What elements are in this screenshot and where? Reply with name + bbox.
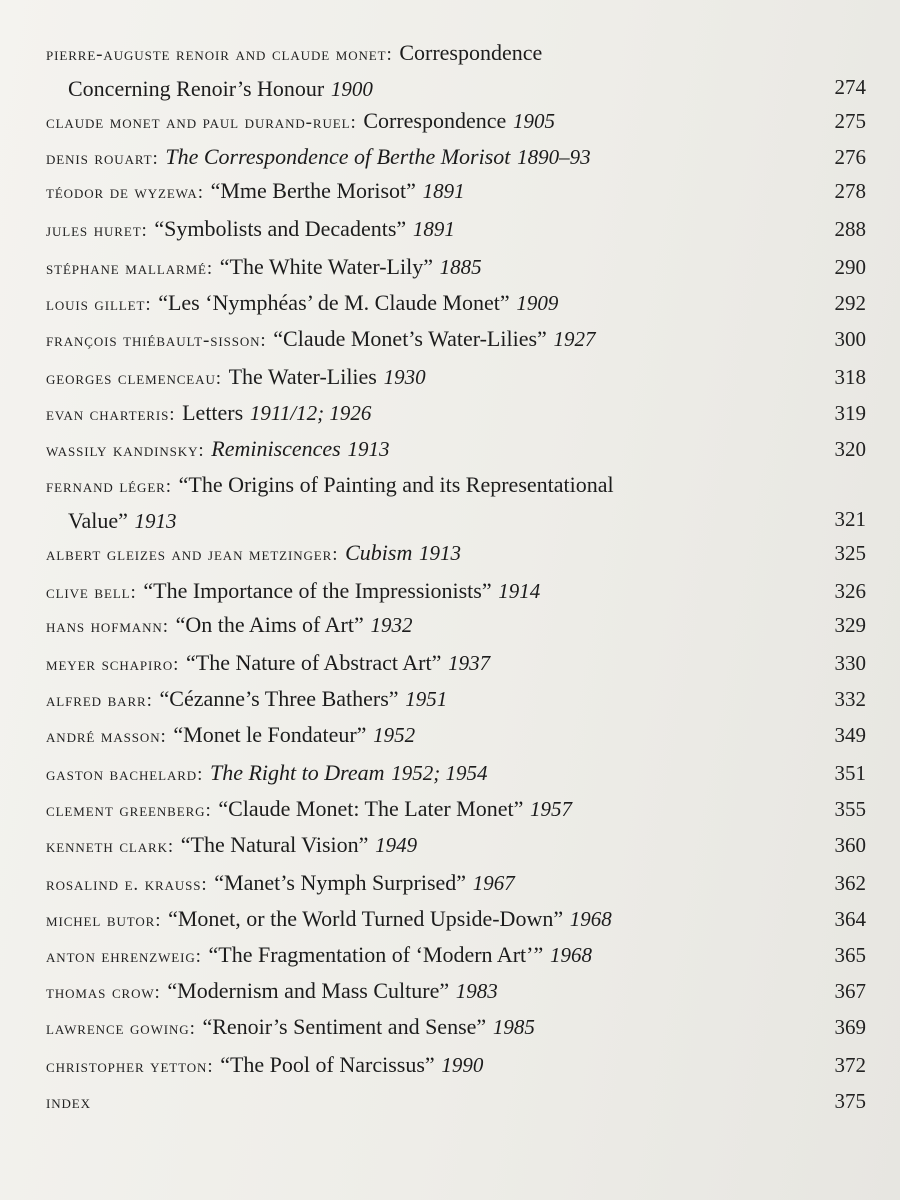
toc-entry	[46, 174, 866, 210]
entry-author: alfred barr	[46, 690, 147, 711]
toc-entry	[46, 792, 866, 828]
toc-entry-line	[46, 140, 846, 176]
entry-author: hans hofmann	[46, 616, 163, 637]
entry-author: index	[46, 1092, 91, 1113]
toc-entry-line	[46, 608, 846, 644]
toc-entry	[46, 938, 866, 974]
toc-entry	[46, 396, 866, 432]
entry-title: “The Origins of Painting and its Representational	[178, 472, 614, 497]
toc-entry	[46, 574, 866, 610]
toc-entry-line	[46, 1084, 846, 1120]
entry-separator: :	[155, 910, 162, 931]
entry-page-number: 369	[834, 1015, 866, 1039]
toc-entry-line	[46, 174, 846, 210]
toc-entry-line	[46, 36, 846, 72]
entry-separator: :	[173, 654, 180, 675]
entry-title: “Mme Berthe Morisot”	[210, 178, 416, 203]
toc-entry	[46, 756, 866, 792]
entry-year: 1985	[492, 1015, 535, 1039]
entry-separator: :	[215, 368, 222, 389]
entry-author: françois thiébault-sisson	[46, 330, 261, 351]
toc-entry-line	[46, 322, 846, 358]
toc-entry-line	[46, 792, 846, 828]
toc-entry	[46, 432, 866, 468]
entry-title: The Correspondence of Berthe Morisot	[165, 144, 511, 169]
entry-title: “Symbolists and Decadents”	[154, 216, 407, 241]
toc-entry-line	[46, 212, 846, 248]
toc-entry-line	[46, 574, 846, 610]
entry-year: 1957	[530, 797, 573, 821]
entry-author: pierre-auguste renoir and claude monet	[46, 44, 387, 65]
entry-title: The Water-Lilies	[228, 364, 377, 389]
entry-separator: :	[197, 764, 204, 785]
toc-entry	[46, 322, 866, 358]
entry-author: téodor de wyzewa	[46, 182, 198, 203]
toc-entry	[46, 286, 866, 322]
entry-author: clive bell	[46, 582, 131, 603]
toc-entry-line	[46, 286, 846, 322]
entry-title: “Les ‘Nymphéas’ de M. Claude Monet”	[158, 290, 510, 315]
entry-year: 1900	[330, 77, 373, 101]
entry-author: kenneth clark	[46, 836, 168, 857]
entry-author: denis rouart	[46, 148, 153, 169]
entry-year: 1914	[498, 579, 541, 603]
entry-page-number: 321	[834, 507, 866, 531]
entry-title: Reminiscences	[211, 436, 341, 461]
entry-page-number: 278	[834, 179, 866, 203]
entry-year: 1932	[370, 613, 413, 637]
entry-separator: :	[169, 404, 176, 425]
toc-entry	[46, 104, 866, 140]
entry-title: “On the Aims of Art”	[175, 612, 364, 637]
entry-page-number: 326	[834, 579, 866, 603]
entry-author: jules huret	[46, 220, 142, 241]
entry-separator: :	[260, 330, 267, 351]
entry-title: Correspondence	[363, 108, 507, 133]
entry-year: 1891	[412, 217, 455, 241]
entry-title-continuation: Value”	[68, 508, 128, 533]
entry-year: 1905	[512, 109, 555, 133]
toc-entry-line	[46, 682, 846, 718]
entry-year: 1891	[422, 179, 465, 203]
entry-separator: :	[201, 874, 208, 895]
toc-entry	[46, 608, 866, 644]
entry-year: 1951	[405, 687, 448, 711]
entry-author: rosalind e. krauss	[46, 874, 202, 895]
entry-year: 1913	[419, 541, 462, 565]
entry-title: “Monet le Fondateur”	[173, 722, 367, 747]
entry-year: 1913	[347, 437, 390, 461]
toc-entry-line	[46, 828, 846, 864]
toc-entry	[46, 360, 866, 396]
entry-page-number: 276	[834, 145, 866, 169]
entry-year: 1968	[569, 907, 612, 931]
entry-page-number: 319	[834, 401, 866, 425]
toc-entry	[46, 902, 866, 938]
entry-title: “The Natural Vision”	[180, 832, 369, 857]
toc-entry-continuation	[46, 504, 846, 538]
entry-year: 1983	[455, 979, 498, 1003]
entry-year: 1952; 1954	[391, 761, 488, 785]
entry-page-number: 367	[834, 979, 866, 1003]
toc-entry	[46, 718, 866, 754]
entry-page-number: 330	[834, 651, 866, 675]
entry-separator: :	[206, 258, 214, 279]
entry-title: “The Fragmentation of ‘Modern Art’”	[208, 942, 544, 967]
toc-entry-line	[46, 468, 846, 504]
toc-entry-line	[46, 250, 846, 286]
toc-entry	[46, 250, 866, 286]
entry-author: thomas crow	[46, 982, 155, 1003]
toc-entry	[46, 1084, 866, 1120]
entry-author: evan charteris	[46, 404, 170, 425]
entry-separator: :	[195, 946, 202, 967]
entry-author: gaston bachelard	[46, 764, 198, 785]
entry-author: georges clemenceau	[46, 368, 216, 389]
entry-page-number: 325	[834, 541, 866, 565]
entry-separator: :	[207, 1056, 214, 1077]
toc-entry	[46, 140, 866, 176]
toc-entry-line	[46, 646, 846, 682]
entry-title: “Claude Monet’s Water-Lilies”	[273, 326, 547, 351]
entry-title: “The Pool of Narcissus”	[220, 1052, 435, 1077]
entry-year: 1968	[549, 943, 592, 967]
entry-title: “Claude Monet: The Later Monet”	[218, 796, 524, 821]
entry-page-number: 275	[834, 109, 866, 133]
entry-author: christopher yetton	[46, 1056, 208, 1077]
toc-entry-line	[46, 1010, 846, 1046]
toc-entry-line	[46, 536, 846, 572]
entry-title: “The White Water-Lily”	[219, 254, 433, 279]
entry-separator: :	[160, 726, 167, 747]
toc-entry	[46, 1048, 866, 1084]
entry-separator: :	[205, 800, 212, 821]
entry-page-number: 290	[834, 255, 866, 279]
toc-entry	[46, 212, 866, 248]
entry-title: “Modernism and Mass Culture”	[167, 978, 450, 1003]
entry-page-number: 300	[834, 327, 866, 351]
entry-year: 1885	[439, 255, 482, 279]
entry-title: “Renoir’s Sentiment and Sense”	[202, 1014, 487, 1039]
toc-entry-line	[46, 718, 846, 754]
toc-entry	[46, 646, 866, 682]
entry-year: 1913	[134, 509, 177, 533]
entry-page-number: 372	[834, 1053, 866, 1077]
toc-entry	[46, 1010, 866, 1046]
entry-title: “The Importance of the Impressionists”	[143, 578, 492, 603]
entry-title: Cubism	[345, 540, 413, 565]
entry-year: 1967	[472, 871, 515, 895]
entry-page-number: 375	[834, 1089, 866, 1113]
entry-author: anton ehrenzweig	[46, 946, 196, 967]
entry-separator: :	[350, 112, 357, 133]
entry-year: 1927	[553, 327, 596, 351]
entry-author: andré masson	[46, 726, 161, 747]
entry-separator: :	[141, 220, 148, 241]
entry-page-number: 349	[834, 723, 866, 747]
entry-separator: :	[165, 476, 172, 497]
toc-entry-continuation	[46, 72, 846, 106]
toc-entry-line	[46, 938, 846, 974]
entry-page-number: 274	[834, 75, 866, 99]
toc-entry	[46, 468, 866, 538]
entry-separator: :	[198, 440, 205, 461]
entry-page-number: 351	[834, 761, 866, 785]
toc-entry	[46, 536, 866, 572]
entry-separator: :	[145, 294, 152, 315]
entry-separator: :	[386, 44, 393, 65]
entry-author: claude monet and paul durand-ruel	[46, 112, 351, 133]
entry-page-number: 318	[834, 365, 866, 389]
entry-year: 1930	[383, 365, 426, 389]
entry-author: fernand léger	[46, 476, 166, 497]
entry-year: 1952	[373, 723, 416, 747]
entry-title: “Monet, or the World Turned Upside-Down”	[168, 906, 564, 931]
entry-page-number: 360	[834, 833, 866, 857]
entry-page-number: 362	[834, 871, 866, 895]
entry-page-number: 364	[834, 907, 866, 931]
entry-separator: :	[152, 148, 159, 169]
toc-entry-line	[46, 756, 846, 792]
toc-entry-line	[46, 902, 846, 938]
entry-author: lawrence gowing	[46, 1018, 190, 1039]
entry-author: michel butor	[46, 910, 156, 931]
entry-year: 1911/12; 1926	[249, 401, 372, 425]
entry-separator: :	[146, 690, 153, 711]
entry-separator: :	[154, 982, 161, 1003]
entry-author: wassily kandinsky	[46, 440, 199, 461]
entry-author: albert gleizes and jean metzinger	[46, 544, 333, 565]
entry-separator: :	[189, 1018, 196, 1039]
toc-entry-line	[46, 866, 846, 902]
entry-page-number: 365	[834, 943, 866, 967]
toc-entry	[46, 866, 866, 902]
entry-year: 1949	[375, 833, 418, 857]
entry-separator: :	[332, 544, 339, 565]
entry-year: 1990	[441, 1053, 484, 1077]
toc-entry	[46, 682, 866, 718]
entry-author: meyer schapiro	[46, 654, 174, 675]
entry-title: Letters	[182, 400, 244, 425]
entry-title: The Right to Dream	[209, 760, 385, 785]
toc-entry-line	[46, 1048, 846, 1084]
toc-entry	[46, 828, 866, 864]
entry-title: Correspondence	[399, 40, 543, 65]
toc-entry-line	[46, 432, 846, 468]
entry-separator: :	[167, 836, 175, 857]
entry-year: 1909	[516, 291, 559, 315]
entry-page-number: 320	[834, 437, 866, 461]
entry-author: clement greenberg	[46, 800, 206, 821]
entry-separator: :	[197, 182, 204, 203]
entry-page-number: 355	[834, 797, 866, 821]
toc-entry	[46, 974, 866, 1010]
entry-separator: :	[162, 616, 169, 637]
entry-title: “Manet’s Nymph Surprised”	[214, 870, 467, 895]
entry-author: stéphane mallarmé	[46, 258, 207, 279]
entry-page-number: 288	[834, 217, 866, 241]
toc-entry-line	[46, 396, 846, 432]
toc-entry	[46, 36, 866, 106]
entry-page-number: 332	[834, 687, 866, 711]
toc-entry-line	[46, 104, 846, 140]
entry-page-number: 292	[834, 291, 866, 315]
entry-title-continuation: Concerning Renoir’s Honour	[68, 76, 325, 101]
entry-title: “The Nature of Abstract Art”	[186, 650, 442, 675]
entry-title: “Cézanne’s Three Bathers”	[159, 686, 399, 711]
entry-separator: :	[130, 582, 137, 603]
toc-entry-line	[46, 974, 846, 1010]
entry-year: 1937	[448, 651, 491, 675]
entry-year: 1890–93	[517, 145, 591, 169]
entry-page-number: 329	[834, 613, 866, 637]
toc-entry-line	[46, 360, 846, 396]
entry-author: louis gillet	[46, 294, 146, 315]
